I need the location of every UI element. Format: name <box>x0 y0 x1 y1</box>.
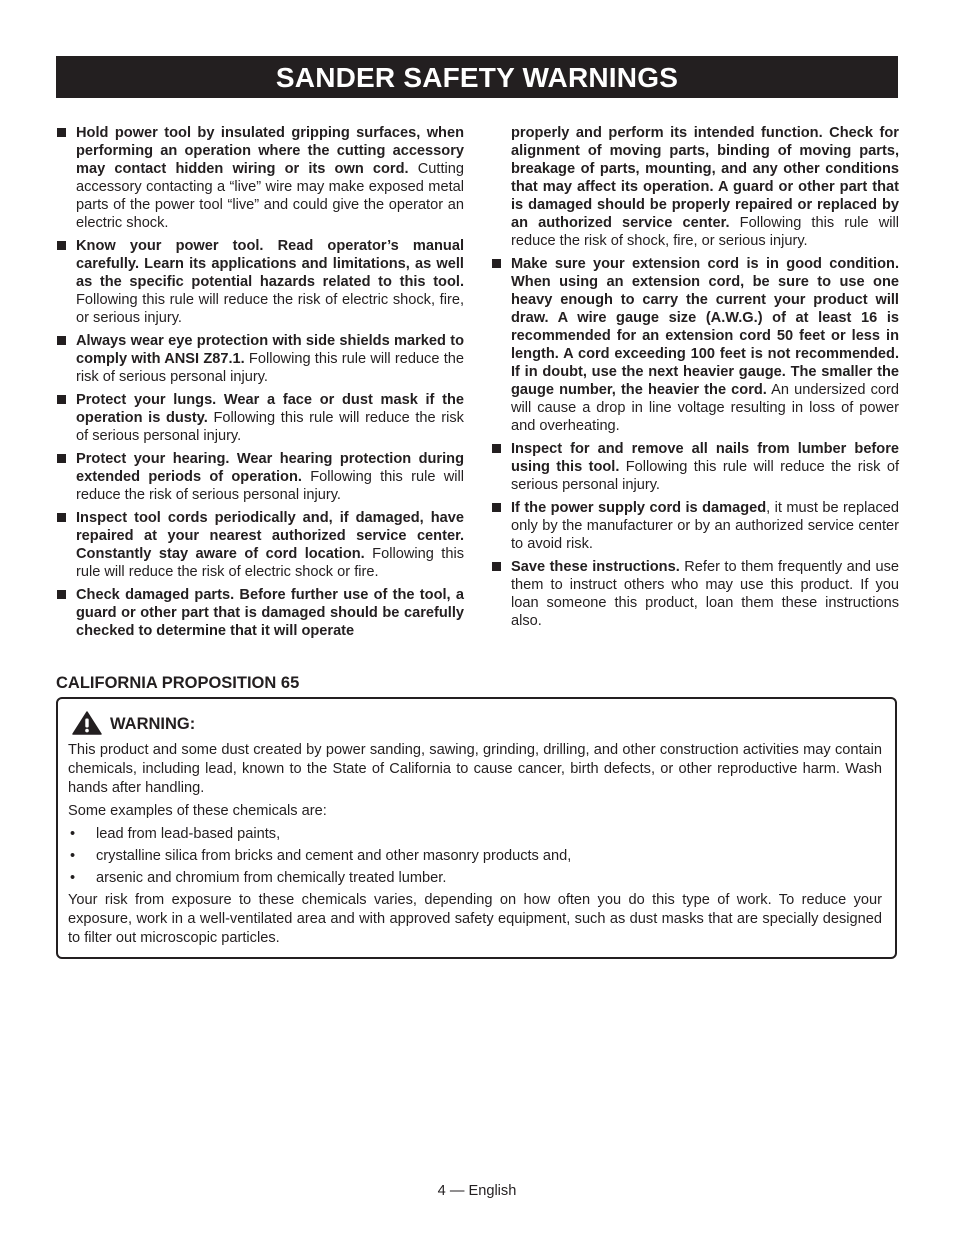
item-text: An undersized cord will cause a drop in line voltage resulting in loss of power and overheating. <box>511 382 899 434</box>
list-item <box>491 558 899 630</box>
item-text: Following this rule will reduce the risk of electric shock or fire. <box>76 546 465 580</box>
example-text: arsenic and chromium from chemically treated lumber. <box>96 870 447 886</box>
item-text: Refer to them frequently and use them to instruct others who may use this product. If you loan someone this product, loan them these instructions also. <box>511 559 899 629</box>
square-bullet-icon <box>492 562 501 571</box>
item-bold-text: Save these instructions. <box>511 559 680 575</box>
list-item <box>56 586 464 640</box>
list-item <box>491 255 899 435</box>
item-text: Following this rule will reduce the risk of electric shock, fire, or serious injury. <box>76 292 464 326</box>
list-item <box>56 237 464 327</box>
item-bold-text: Protect your lungs. Wear a face or dust mask if the operation is dusty. <box>76 392 464 426</box>
list-item <box>68 825 882 844</box>
item-text: Following this rule will reduce the risk of serious personal injury. <box>511 459 899 493</box>
item-bold-text: Inspect for and remove all nails from lumber before using this tool. <box>511 441 899 475</box>
item-text: Following this rule will reduce the risk of serious personal injury. <box>76 410 464 444</box>
warning-triangle-icon <box>72 711 102 735</box>
square-bullet-icon <box>492 444 501 453</box>
square-bullet-icon <box>57 590 66 599</box>
example-text: lead from lead-based paints, <box>96 826 281 842</box>
item-bold-text: Make sure your extension cord is in good condition. When using an extension cord, be sure to use one heavy enough to carry the current your product will draw. A wire gauge size (A.W.G.) of at least 16 is recommended for an extension cord 50 feet or less in length. A cord exceeding 100 feet is not recommended. If in doubt, use the next heavier gauge. The smaller the gauge number, the heavier the cord. <box>511 256 899 398</box>
section-heading: CALIFORNIA PROPOSITION 65 <box>56 674 300 692</box>
item-bold-text: Hold power tool by insulated gripping surfaces, when performing an operation where the cutting accessory may contact hidden wiring or its own cord. <box>76 125 464 177</box>
warning-box <box>56 697 897 959</box>
item-text: Following this rule will reduce the risk of shock, fire, or serious injury. <box>511 215 899 249</box>
square-bullet-icon <box>492 503 501 512</box>
square-bullet-icon <box>57 336 66 345</box>
item-text: Cutting accessory contacting a “live” wire may make exposed metal parts of the power tool “live” and could give the operator an electric shock. <box>76 161 464 231</box>
square-bullet-icon <box>492 259 501 268</box>
list-item <box>56 332 464 386</box>
list-item <box>56 391 464 445</box>
warning-label: WARNING: <box>110 715 196 733</box>
list-item <box>56 124 464 232</box>
square-bullet-icon <box>57 395 66 404</box>
left-column <box>56 124 464 645</box>
list-item <box>56 450 464 504</box>
item-text: , it must be replaced only by the manufacturer or by an authorized service center to avoid risk. <box>511 500 899 552</box>
square-bullet-icon <box>57 454 66 463</box>
item-bold-text: Check damaged parts. Before further use of the tool, a guard or other part that is damaged should be carefully checked to determine that it will operate <box>76 587 464 639</box>
item-bold-text: Always wear eye protection with side shields marked to comply with ANSI Z87.1. <box>76 333 464 367</box>
item-bold-text: If the power supply cord is damaged <box>511 500 767 516</box>
examples-intro: Some examples of these chemicals are: <box>68 803 327 819</box>
warning-intro: This product and some dust created by power sanding, sawing, grinding, drilling, and other construction activities may contain chemicals, including lead, known to the State of California to cause cancer, birth defects, or other reproductive harm. Wash hands after handling. <box>68 742 882 796</box>
right-column <box>491 124 899 635</box>
example-text: crystalline silica from bricks and cement and other masonry products and, <box>96 848 572 864</box>
square-bullet-icon <box>57 241 66 250</box>
square-bullet-icon <box>57 513 66 522</box>
list-item <box>68 869 882 888</box>
item-text: Following this rule will reduce the risk of serious personal injury. <box>76 469 464 503</box>
list-item <box>491 499 899 553</box>
warning-closing: Your risk from exposure to these chemicals varies, depending on how often you do this type of work. To reduce your exposure, work in a well-ventilated area and with approved safety equipment, such as dust masks that are specially designed to filter out microscopic particles. <box>68 892 882 946</box>
bullet-icon: • <box>70 826 76 842</box>
item-bold-text: Protect your hearing. Wear hearing protection during extended periods of operation. <box>76 451 464 485</box>
list-item <box>491 440 899 494</box>
bullet-icon: • <box>70 870 76 886</box>
list-item <box>56 509 464 581</box>
bullet-icon: • <box>70 848 76 864</box>
item-bold-text: properly and perform its intended function. Check for alignment of moving parts, binding of moving parts, breakage of parts, mounting, and any other conditions that may affect its operation. A guard or other part that is damaged should be properly repaired or replaced by an authorized service center. <box>511 125 899 231</box>
item-bold-text: Inspect tool cords periodically and, if damaged, have repaired at your nearest authorized service center. Constantly stay aware of cord location. <box>76 510 464 562</box>
warning-body <box>68 741 882 952</box>
item-bold-text: Know your power tool. Read operator’s manual carefully. Learn its applications and limitations, as well as the specific potential hazards related to this tool. <box>76 238 464 290</box>
page-title: SANDER SAFETY WARNINGS <box>56 56 898 98</box>
square-bullet-icon <box>57 128 66 137</box>
list-item <box>68 847 882 866</box>
list-item-continuation <box>491 124 899 250</box>
page-footer: 4 — English <box>437 1183 517 1199</box>
item-text: Following this rule will reduce the risk of serious personal injury. <box>76 351 464 385</box>
